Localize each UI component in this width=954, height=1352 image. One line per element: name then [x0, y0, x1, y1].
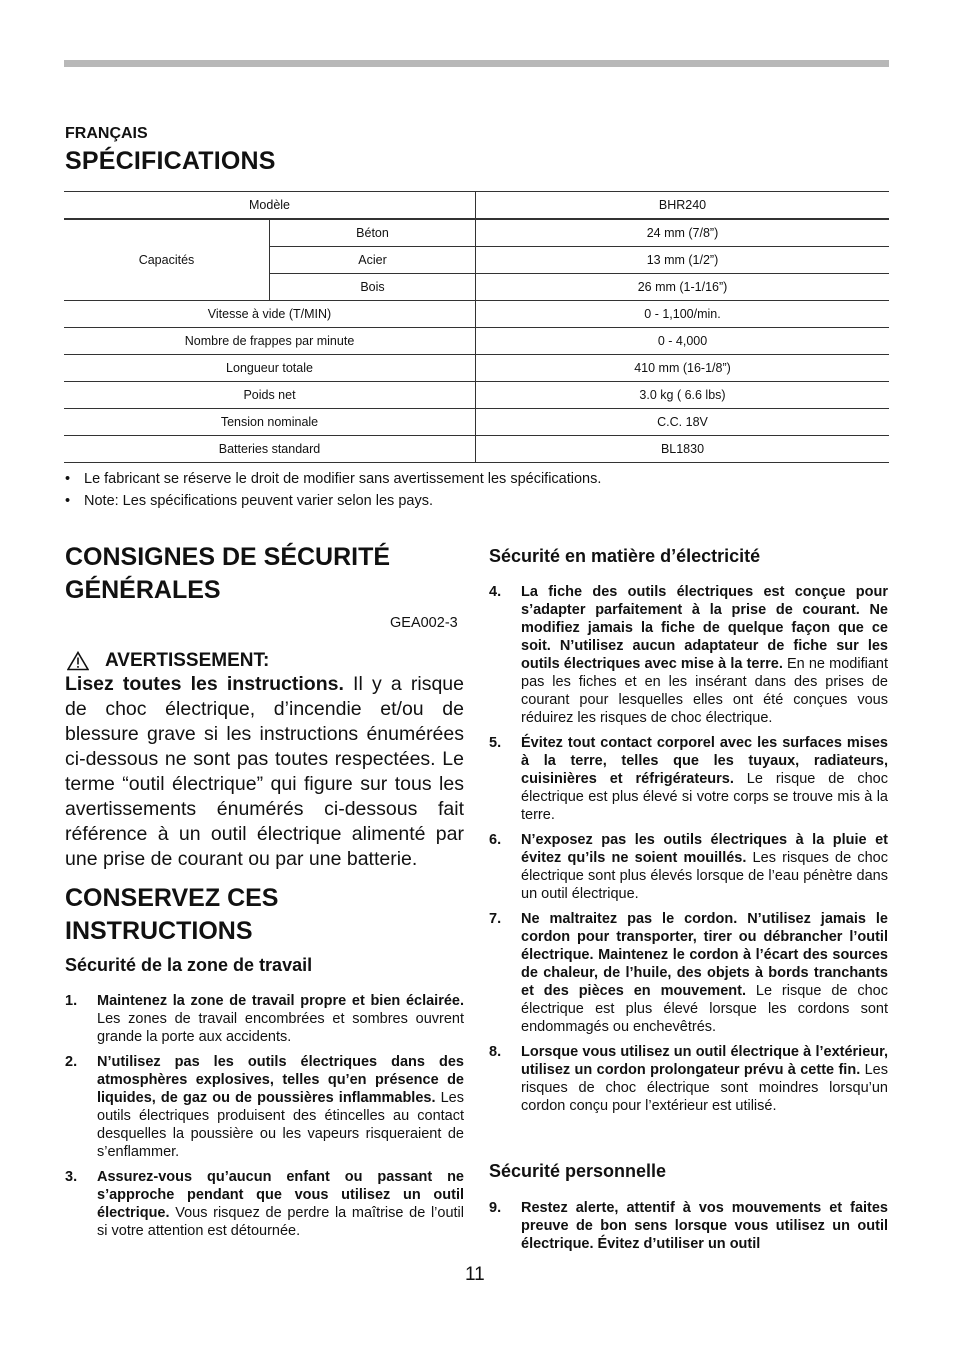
- list-item: [489, 910, 888, 1036]
- list-item: [65, 1168, 464, 1240]
- row-value: 410 mm (16-1/8”): [476, 355, 890, 382]
- table-row: [64, 409, 889, 436]
- warning-label: AVERTISSEMENT:: [105, 650, 270, 671]
- item-text: [521, 831, 888, 903]
- row-label: Tension nominale: [64, 409, 476, 436]
- table-row: [64, 382, 889, 409]
- work-area-list: [65, 992, 464, 1247]
- list-item: [65, 490, 601, 512]
- row-value: BL1830: [476, 436, 890, 463]
- row-label: Nombre de frappes par minute: [64, 328, 476, 355]
- keep-title-line: INSTRUCTIONS: [65, 917, 253, 945]
- row-label: Poids net: [64, 382, 476, 409]
- item-number: 4.: [489, 584, 502, 600]
- spec-notes: [65, 468, 601, 512]
- row-value: 0 - 4,000: [476, 328, 890, 355]
- item-bold: Lorsque vous utilisez un outil électrique à l’extérieur, utilisez un cordon prolongateur prévu à cette fin.: [521, 1044, 888, 1078]
- keep-title-line: CONSERVEZ CES: [65, 884, 279, 912]
- safety-title-line: GÉNÉRALES: [65, 576, 221, 604]
- item-number: 9.: [489, 1200, 502, 1216]
- list-item: [489, 1043, 888, 1115]
- item-bold: Maintenez la zone de travail propre et bien éclairée.: [97, 993, 464, 1009]
- work-area-heading: Sécurité de la zone de travail: [65, 955, 313, 975]
- warning-heading: [65, 650, 464, 672]
- row-label: Batteries standard: [64, 436, 476, 463]
- model-value: BHR240: [476, 192, 890, 220]
- capacity-label: Bois: [270, 274, 476, 301]
- capacity-value: 26 mm (1-1/16”): [476, 274, 890, 301]
- item-text: [97, 1168, 464, 1240]
- warning-triangle-icon: [67, 651, 89, 671]
- electrical-list: [489, 583, 888, 1122]
- item-number: 2.: [65, 1054, 78, 1070]
- capacity-label: Acier: [270, 247, 476, 274]
- item-body: Les zones de travail encombrées et sombres ouvrent grande la porte aux accidents.: [97, 1011, 464, 1045]
- row-value: 3.0 kg ( 6.6 lbs): [476, 382, 890, 409]
- table-row: [64, 301, 889, 328]
- warning-bold: Lisez toutes les instructions.: [65, 673, 344, 695]
- item-text: [97, 1053, 464, 1161]
- item-body: Le risque de choc électrique est plus élevé si votre corps se trouve mis à la terre.: [521, 771, 888, 823]
- row-label: Vitesse à vide (T/MIN): [64, 301, 476, 328]
- item-bold: Ne maltraitez pas le cordon. N’utilisez jamais le cordon pour transporter, tirer ou débrancher l’outil électrique. Maintenez le cordon à l’écart des sources de chaleur, de l’huile, des objets à bords tranchants et des pièces en mouvement.: [521, 911, 888, 999]
- item-bold: La fiche des outils électriques est conçue pour s’adapter parfaitement à la prise de courant. Ne modifiez jamais la fiche de quelque façon que ce soit. N’utilisez aucun adaptateur de fiche sur les outils électriques avec mise à la terre.: [521, 584, 888, 672]
- item-bold: Évitez tout contact corporel avec les surfaces mises à la terre, telles que les tuyaux, radiateurs, cuisinières et réfrigérateurs.: [521, 735, 888, 787]
- item-body: Le risque de choc électrique est plus élevé lorsque les cordons sont endommagés ou enchevêtrés.: [521, 983, 888, 1035]
- table-row: [64, 192, 889, 220]
- item-text: [97, 992, 464, 1046]
- warning-paragraph: [65, 672, 464, 872]
- item-bold: Assurez-vous qu’aucun enfant ou passant ne s’approche pendant que vous utilisez un outil électrique.: [97, 1169, 464, 1221]
- row-label: Longueur totale: [64, 355, 476, 382]
- item-body: Vous risquez de perdre la maîtrise de l’outil si votre attention est détournée.: [97, 1205, 464, 1239]
- warning-text: Il y a risque de choc électrique, d’incendie et/ou de blessure grave si les instructions énumérées ci-dessous ne sont pas toutes respectées. Le terme “outil électrique” qui figure sur tous les avertissements énumérés ci-dessous fait référence à un outil électrique alimenté par une prise de courant ou par une batterie.: [65, 673, 464, 870]
- item-text: [521, 1199, 888, 1253]
- list-item: [65, 468, 601, 490]
- top-rule: [64, 60, 889, 67]
- item-bold: N’exposez pas les outils électriques à la pluie et évitez qu’ils ne soient mouillés.: [521, 832, 888, 866]
- bullet: •: [65, 493, 71, 509]
- item-number: 3.: [65, 1169, 78, 1185]
- item-text: [521, 734, 888, 824]
- language-label: FRANÇAIS: [65, 125, 148, 142]
- safety-title-line: CONSIGNES DE SÉCURITÉ: [65, 543, 391, 571]
- item-number: 8.: [489, 1044, 502, 1060]
- row-value: C.C. 18V: [476, 409, 890, 436]
- capacity-value: 13 mm (1/2”): [476, 247, 890, 274]
- specifications-table: [64, 191, 889, 463]
- list-item: [489, 1199, 888, 1253]
- item-number: 7.: [489, 911, 502, 927]
- item-number: 5.: [489, 735, 502, 751]
- item-text: [521, 910, 888, 1036]
- table-row: [64, 328, 889, 355]
- note-text: Note: Les spécifications peuvent varier selon les pays.: [84, 493, 433, 509]
- personal-heading: Sécurité personnelle: [489, 1161, 667, 1181]
- capacity-label: Béton: [270, 219, 476, 247]
- list-item: [489, 583, 888, 727]
- table-row: [64, 436, 889, 463]
- personal-list: [489, 1199, 888, 1260]
- warning-block: [65, 650, 464, 872]
- item-bold: Restez alerte, attentif à vos mouvements et faites preuve de bon sens lorsque vous utilisez un outil électrique. Évitez d’utiliser un outil: [521, 1200, 888, 1252]
- bullet: •: [65, 471, 71, 487]
- item-number: 1.: [65, 993, 78, 1009]
- item-text: [521, 583, 888, 727]
- note-text: Le fabricant se réserve le droit de modifier sans avertissement les spécifications.: [84, 471, 602, 487]
- page-number: 11: [465, 1264, 485, 1285]
- specifications-title: SPÉCIFICATIONS: [65, 147, 276, 175]
- safety-title: [65, 541, 464, 607]
- item-bold: N’utilisez pas les outils électriques dans des atmosphères explosives, telles qu’en présence de liquides, de gaz ou de poussières inflammables.: [97, 1054, 464, 1106]
- item-body: Les outils électriques produisent des étincelles au contact desquelles la poussière ou les vapeurs risqueraient de s’enflammer.: [97, 1090, 464, 1160]
- table-row: [64, 219, 889, 247]
- table-row: [64, 355, 889, 382]
- capacity-value: 24 mm (7/8”): [476, 219, 890, 247]
- item-body: Les risques de choc électrique sont plus élevés lorsque de l’eau pénètre dans un outil électrique.: [521, 850, 888, 902]
- item-body: Les risques de choc électrique sont moindres lorsqu’un cordon conçu pour l’extérieur est utilisé.: [521, 1062, 888, 1114]
- model-label: Modèle: [64, 192, 476, 220]
- capacities-label: Capacités: [64, 219, 270, 301]
- reference-code: GEA002-3: [390, 615, 458, 631]
- list-item: [65, 992, 464, 1046]
- item-text: [521, 1043, 888, 1115]
- keep-instructions-title: [65, 882, 464, 948]
- electrical-heading: Sécurité en matière d’électricité: [489, 546, 761, 566]
- item-number: 6.: [489, 832, 502, 848]
- list-item: [489, 734, 888, 824]
- list-item: [489, 831, 888, 903]
- item-body: En ne modifiant pas les fiches et en les insérant dans des prises de courant pour lesquelles elles ont été conçues vous réduirez les risques de choc électrique.: [521, 656, 888, 726]
- list-item: [65, 1053, 464, 1161]
- row-value: 0 - 1,100/min.: [476, 301, 890, 328]
